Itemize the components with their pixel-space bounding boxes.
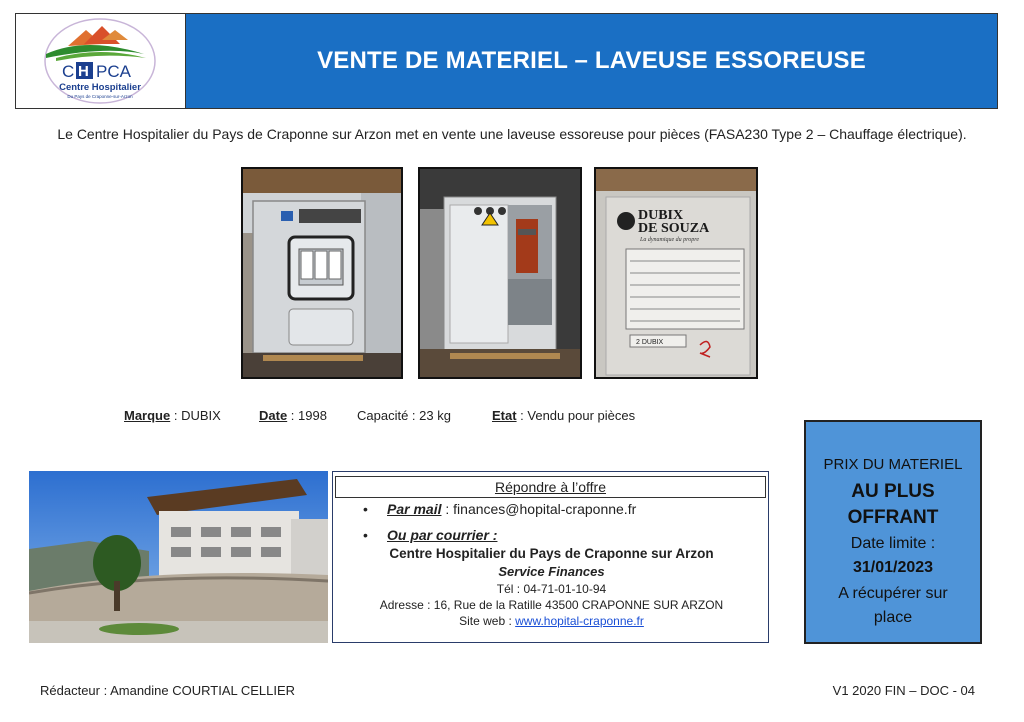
post-label: Ou par courrier : [387,527,498,543]
price-line-heading: PRIX DU MATERIEL [823,456,963,473]
nameplate-slogan: La dynamique du propre [640,237,700,243]
logo-tagline: Du Pays de Craponne-sur-Arzon [67,94,133,99]
building-image [29,471,328,643]
title-banner [186,14,997,108]
nameplate-brand-1: DUBIX [638,208,684,223]
page-title: VENTE DE MATERIEL – LAVEUSE ESSOREUSE [317,47,866,74]
spec-brand [124,408,221,423]
hospital-building-photo [29,471,328,643]
bullet-dot-icon: • [363,501,368,517]
logo-letter-c: C [62,62,75,81]
price-box [804,420,982,644]
photo-washer-front [241,167,403,379]
washer-back-image [420,169,580,377]
website-link[interactable]: www.hopital-craponne.fr [515,614,644,628]
mail-address[interactable]: : finances@hopital-craponne.fr [441,501,637,517]
spec-date [259,408,327,423]
contact-phone: Tél : 04-71-01-10-94 [496,582,607,596]
contact-title: Répondre à l’offre [335,476,766,498]
spec-state [492,408,635,423]
pickup-line-1: A récupérer sur [838,585,948,602]
contact-address: Adresse : 16, Rue de la Ratille 43500 CRAPONNE SUR ARZON [379,598,724,612]
deadline-label: Date limite : [850,535,936,552]
contact-org: Centre Hospitalier du Pays de Craponne sur Arzon [389,546,714,561]
logo-name: Centre Hospitalier [59,82,141,93]
spec-capacity: Capacité : 23 kg [357,408,451,423]
page-header [15,13,998,109]
website-label: Site web : [459,614,516,628]
spec-state-value: : Vendu pour pièces [516,408,636,423]
price-line-offer: OFFRANT [847,507,939,528]
contact-website [333,614,770,628]
logo-graphic [16,14,184,108]
nameplate-tag: 2 DUBIX [636,339,664,346]
logo-letter-h: H [78,63,89,80]
pickup-line-2: place [873,609,913,626]
spec-brand-label: Marque [124,408,171,423]
nameplate-image [596,169,756,377]
price-line-best: AU PLUS [851,481,935,502]
logo-letters-pca: PCA [96,62,131,81]
spec-date-value: : 1998 [287,408,327,423]
nameplate-brand-2: DE SOUZA [638,221,710,236]
spec-state-label: Etat [492,408,517,423]
bullet-dot-icon: • [363,527,368,543]
spec-date-label: Date [259,408,288,423]
photo-washer-back [418,167,582,379]
deadline-date: 31/01/2023 [852,559,934,576]
spec-brand-value: : DUBIX [170,408,221,423]
intro-text: Le Centre Hospitalier du Pays de Craponne sur Arzon met en vente une laveuse essoreuse pour pièces (FASA230 Type 2 – Chauffage électrique). [57,126,967,142]
photo-nameplate [594,167,758,379]
hospital-logo [16,14,186,108]
footer-author: Rédacteur : Amandine COURTIAL CELLIER [40,683,296,698]
specs-row [0,408,760,428]
contact-box [332,471,769,643]
footer-version: V1 2020 FIN – DOC - 04 [832,683,975,698]
mail-label: Par mail [387,501,442,517]
washer-front-image [243,169,401,377]
contact-service: Service Finances [498,564,605,579]
